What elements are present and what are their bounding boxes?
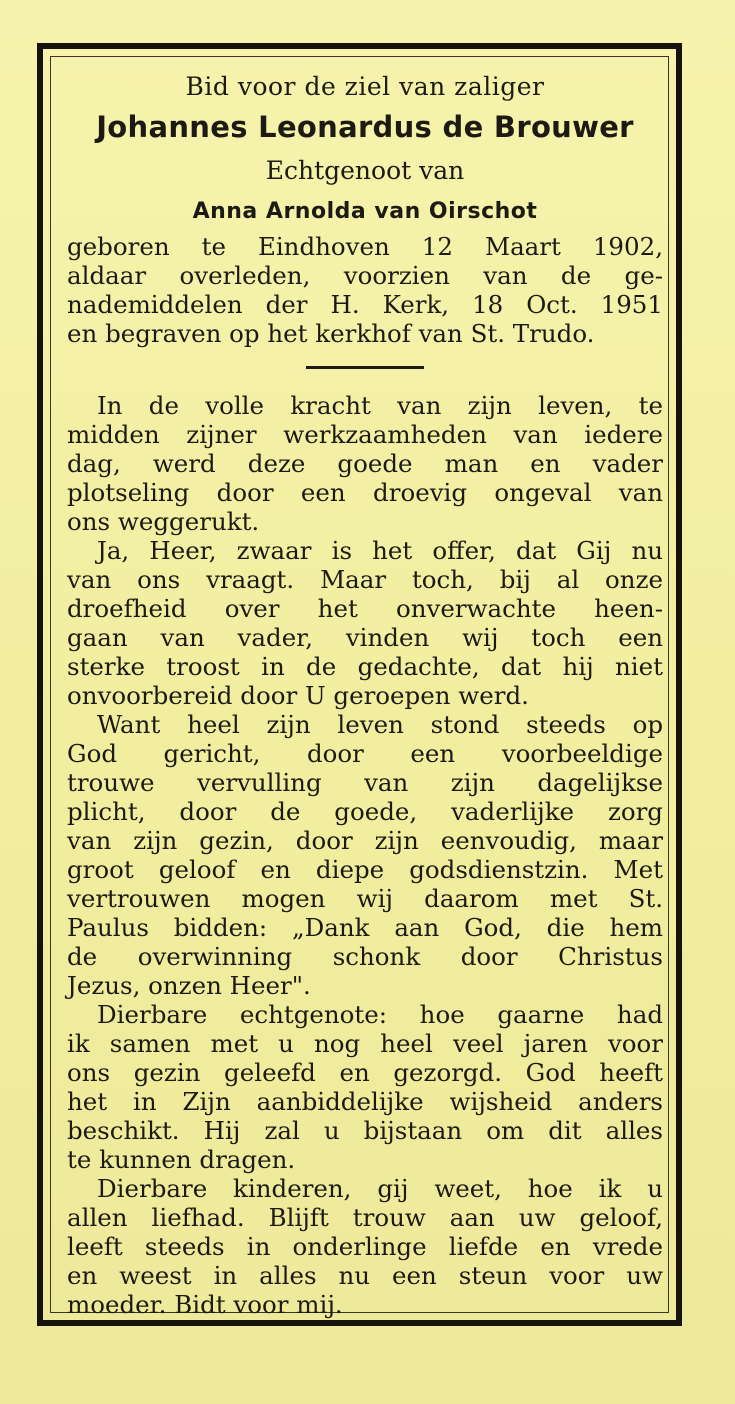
text-line: gaan van vader, vinden wij toch een [67, 623, 663, 652]
text-line: plotseling door een droevig ongeval van [67, 478, 663, 507]
text-line: sterke troost in de gedachte, dat hij niet [67, 652, 663, 681]
birth-line: aldaar overleden, voorzien van de ge- [67, 261, 663, 290]
birth-line: nademiddelen der H. Kerk, 18 Oct. 1951 [67, 290, 663, 319]
text-line: van zijn gezin, door zijn eenvoudig, maar [67, 826, 663, 855]
text-line: dag, werd deze goede man en vader [67, 449, 663, 478]
prayer-line: Bid voor de ziel van zaliger [185, 72, 545, 101]
paragraph-4 [67, 1000, 663, 1174]
birth-death-details [67, 232, 663, 348]
text-line: ik samen met u nog heel veel jaren voor [67, 1029, 663, 1058]
text-line: te kunnen dragen. [67, 1145, 296, 1174]
text-line: leeft steeds in onderlinge liefde en vrede [67, 1232, 663, 1261]
paragraph-2 [67, 536, 663, 710]
text-line: groot geloof en diepe godsdienstzin. Met [67, 855, 663, 884]
birth-line: en begraven op het kerkhof van St. Trudo. [67, 319, 595, 348]
text-line: midden zijner werkzaamheden van iedere [67, 420, 663, 449]
text-line: ons weggerukt. [67, 507, 260, 536]
text-line: beschikt. Hij zal u bijstaan om dit alles [67, 1116, 663, 1145]
birth-line: geboren te Eindhoven 12 Maart 1902, [67, 232, 663, 261]
paragraph-1 [67, 391, 663, 536]
divider-rule [306, 366, 424, 369]
text-line: onvoorbereid door U geroepen werd. [67, 681, 529, 710]
text-line: vertrouwen mogen wij daarom met St. [67, 884, 663, 913]
text-line: Jezus, onzen Heer". [67, 971, 311, 1000]
text-line: Ja, Heer, zwaar is het offer, dat Gij nu [97, 536, 663, 565]
text-line: Paulus bidden: „Dank aan God, die hem [67, 913, 663, 942]
deceased-name: Johannes Leonardus de Brouwer [96, 110, 634, 144]
spouse-name: Anna Arnolda van Oirschot [192, 199, 538, 224]
text-line: plicht, door de goede, vaderlijke zorg [67, 797, 663, 826]
text-line: allen liefhad. Blijft trouw aan uw geloof, [67, 1203, 663, 1232]
text-line: Dierbare kinderen, gij weet, hoe ik u [97, 1174, 663, 1203]
text-line: en weest in alles nu een steun voor uw [67, 1261, 663, 1290]
text-line: van ons vraagt. Maar toch, bij al onze [67, 565, 663, 594]
spouse-label: Echtgenoot van [265, 156, 465, 185]
text-line: trouwe vervulling van zijn dagelijkse [67, 768, 663, 797]
text-line: de overwinning schonk door Christus [67, 942, 663, 971]
paragraph-3 [67, 710, 663, 1000]
text-line: Dierbare echtgenote: hoe gaarne had [97, 1000, 663, 1029]
text-line: God gericht, door een voorbeeldige [67, 739, 663, 768]
card-text [67, 68, 663, 1319]
text-line: ons gezin geleefd en gezorgd. God heeft [67, 1058, 663, 1087]
text-line: Want heel zijn leven stond steeds op [97, 710, 663, 739]
text-line: moeder. Bidt voor mij. [67, 1290, 343, 1319]
text-line: droefheid over het onverwachte heen- [67, 594, 663, 623]
paragraph-5 [67, 1174, 663, 1319]
text-line: het in Zijn aanbiddelijke wijsheid anders [67, 1087, 663, 1116]
text-line: In de volle kracht van zijn leven, te [97, 391, 663, 420]
